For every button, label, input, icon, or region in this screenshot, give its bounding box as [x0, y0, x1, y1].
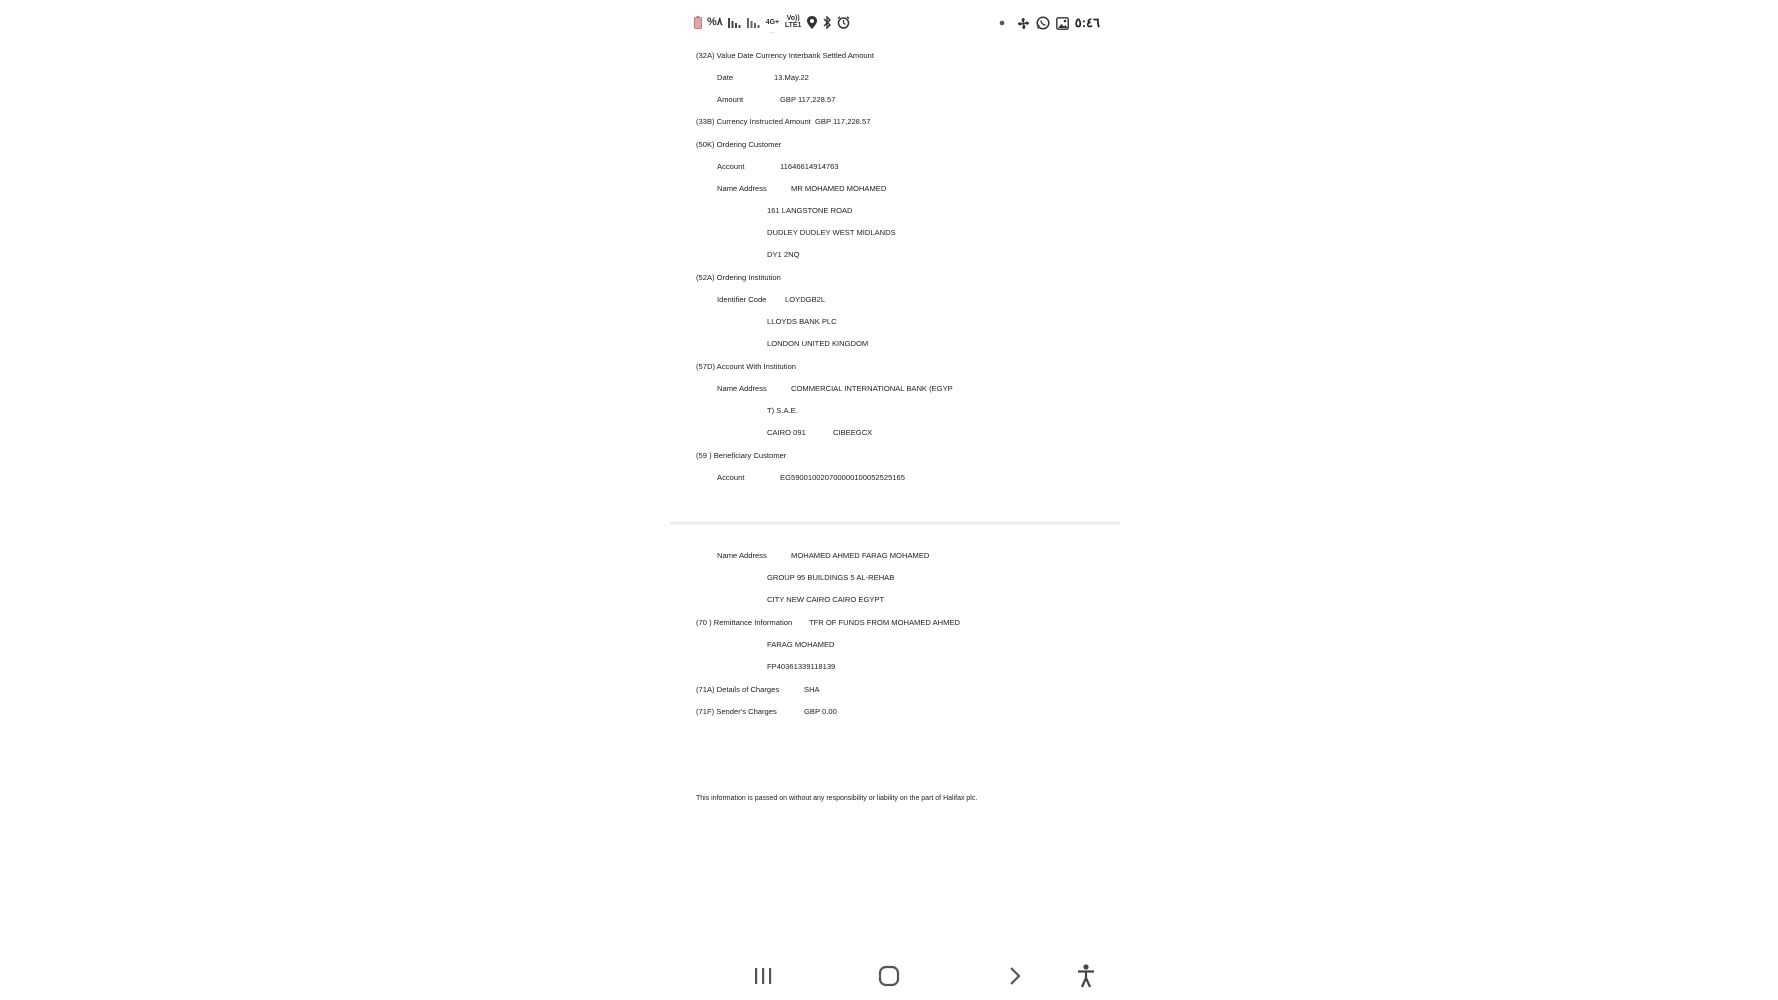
- awi-name-line: COMMERCIAL INTERNATIONAL BANK (EGYP: [791, 384, 953, 393]
- ordering-address-line: DY1 2NQ: [767, 250, 800, 259]
- remittance-line: FARAG MOHAMED: [767, 640, 835, 649]
- disclaimer: This information is passed on without any responsibility or liability on the part of Halifax plc.: [696, 795, 978, 802]
- date-label: Date: [717, 73, 734, 82]
- status-bar: [670, 10, 1120, 38]
- back-button[interactable]: [1002, 963, 1028, 989]
- chevron-right-icon: [1008, 966, 1022, 986]
- awi-name-label: Name Address: [717, 384, 767, 393]
- signal-icon: [728, 16, 742, 28]
- beneficiary-address-line: CITY NEW CAIRO CAIRO EGYPT: [767, 595, 885, 604]
- clock: ٥:٤٦: [1074, 15, 1100, 30]
- field-71f-label: (71F) Sender's Charges: [696, 707, 777, 716]
- institution-line: LONDON UNITED KINGDOM: [767, 339, 869, 348]
- ordering-name-line: MR MOHAMED MOHAMED: [791, 184, 887, 193]
- field-71a-label: (71A) Details of Charges: [696, 685, 780, 694]
- field-71f-value: GBP 0.00: [804, 707, 837, 716]
- identifier-code-value: LOYDGB2L: [785, 295, 826, 304]
- signal-icon: [747, 16, 761, 28]
- beneficiary-account-value: EG590010020700000100052525165: [780, 473, 906, 482]
- battery-percent: %٨: [707, 16, 723, 28]
- location-icon: [807, 16, 817, 29]
- beneficiary-name-label: Name Address: [717, 551, 767, 560]
- alarm-icon: [837, 16, 850, 29]
- accessibility-icon: [1076, 964, 1096, 988]
- amount-value: GBP 117,228.57: [780, 95, 836, 104]
- field-52a-label: (52A) Ordering Institution: [696, 273, 781, 282]
- gallery-icon: [1056, 17, 1069, 30]
- recents-button[interactable]: [750, 963, 776, 989]
- remittance-line: TFR OF FUNDS FROM MOHAMED AHMED: [809, 618, 961, 627]
- field-32a-label: (32A) Value Date Currency Interbank Settled Amount: [696, 51, 874, 60]
- field-33b-value: GBP 117,228.57: [815, 117, 871, 126]
- navigation-bar: [670, 955, 1120, 995]
- amount-label: Amount: [717, 95, 744, 104]
- bluetooth-icon: [822, 16, 832, 29]
- institution-line: LLOYDS BANK PLC: [767, 317, 837, 326]
- fan-icon: [1017, 17, 1030, 30]
- ordering-account-value: 11646614914763: [780, 162, 839, 171]
- phone-screen: [670, 0, 1120, 1000]
- battery-icon: [694, 16, 702, 29]
- whatsapp-icon: [1036, 16, 1050, 30]
- ordering-name-label: Name Address: [717, 184, 767, 193]
- home-icon: [878, 965, 900, 987]
- identifier-code-label: Identifier Code: [717, 295, 767, 304]
- remittance-line: FP40361339118139: [767, 662, 836, 671]
- beneficiary-account-label: Account: [717, 473, 745, 482]
- date-value: 13.May.22: [774, 73, 809, 82]
- beneficiary-address-line: GROUP 95 BUILDINGS 5 AL-REHAB: [767, 573, 895, 582]
- field-59-label: (59 ) Beneficiary Customer: [696, 451, 787, 460]
- status-bar-right: [999, 15, 1100, 31]
- field-50k-label: (50K) Ordering Customer: [696, 140, 782, 149]
- page-break: [670, 522, 1120, 525]
- awi-bic: CIBEEGCX: [833, 428, 873, 437]
- field-57d-label: (57D) Account With Institution: [696, 362, 797, 371]
- beneficiary-name-line: MOHAMED AHMED FARAG MOHAMED: [791, 551, 930, 560]
- ordering-address-line: DUDLEY DUDLEY WEST MIDLANDS: [767, 228, 896, 237]
- awi-city: CAIRO 091: [767, 428, 806, 437]
- volte-indicator: Vo)) LTE1: [784, 15, 802, 29]
- accessibility-button[interactable]: [1073, 963, 1099, 989]
- ordering-account-label: Account: [717, 162, 745, 171]
- network-type: 4G+: [765, 18, 780, 26]
- field-33b-label: (33B) Currency Instructed Amount: [696, 117, 811, 126]
- ordering-address-line: 161 LANGSTONE ROAD: [767, 206, 853, 215]
- top-fragment: ...: [770, 29, 776, 35]
- awi-name-line: T) S.A.E.: [767, 406, 798, 415]
- field-71a-value: SHA: [804, 685, 820, 694]
- recents-icon: [753, 967, 773, 985]
- field-70-label: (70 ) Remittance Information: [696, 618, 793, 627]
- dot-icon: [999, 20, 1005, 26]
- home-button[interactable]: [876, 963, 902, 989]
